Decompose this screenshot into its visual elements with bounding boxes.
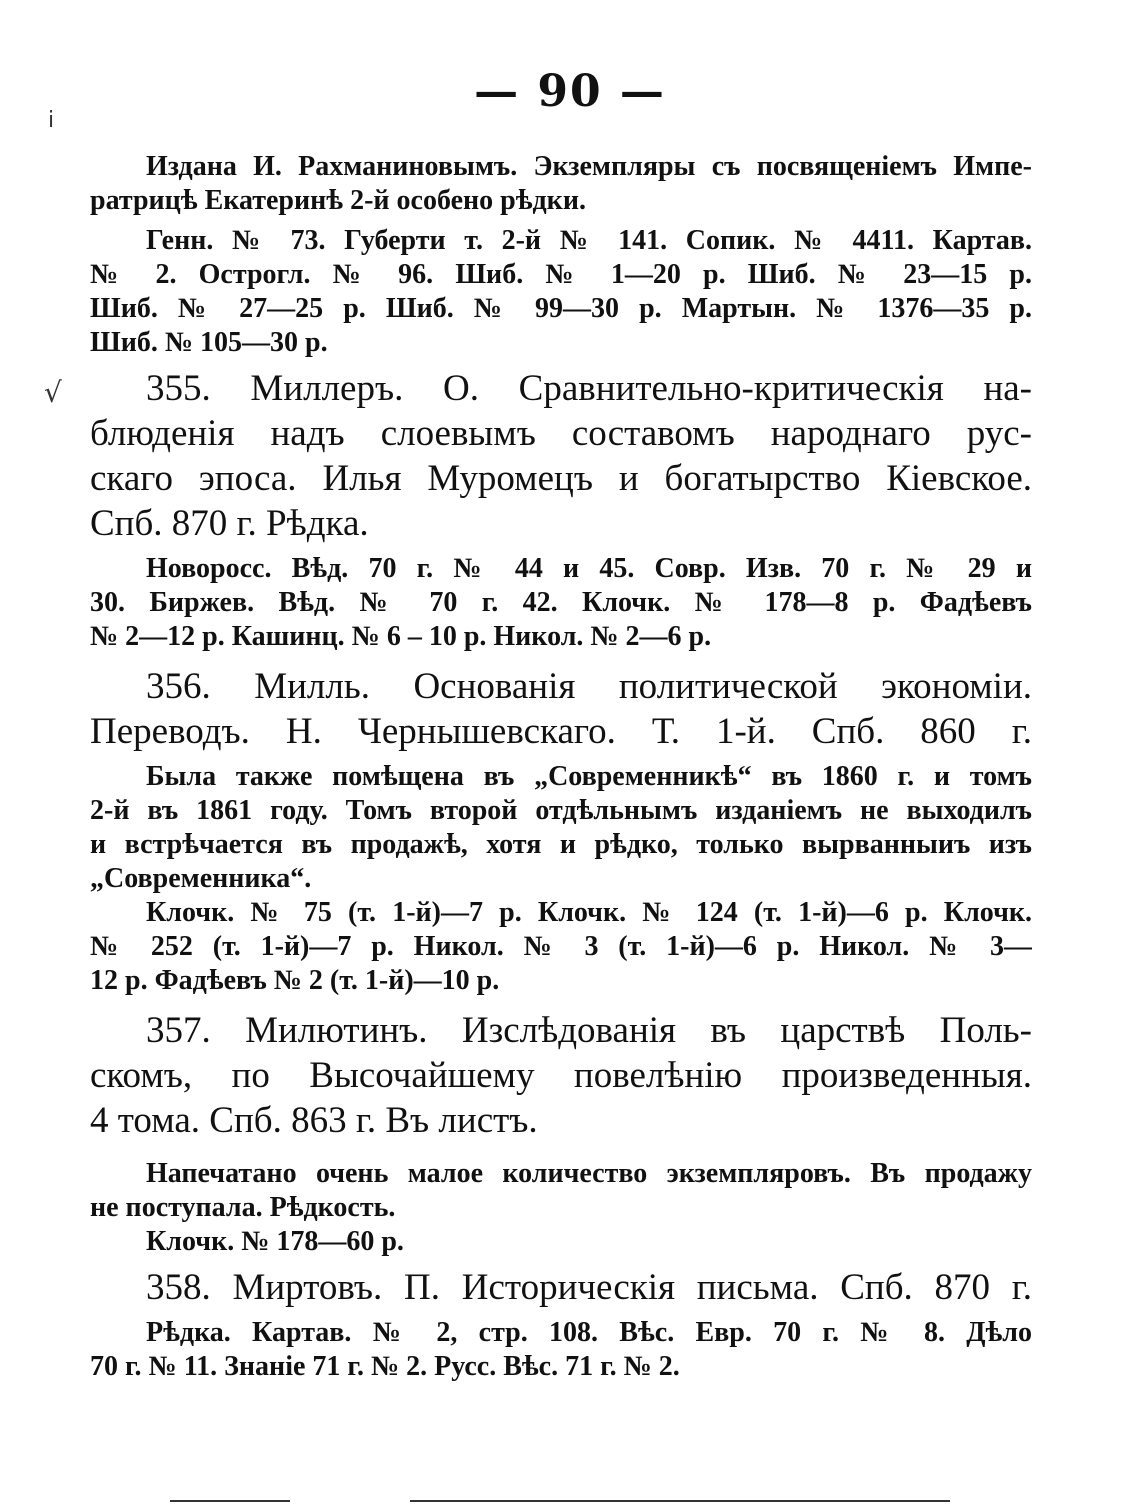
reference-line: № 2—12 р. Кашинц. № 6 – 10 р. Никол. № 2—6 р. [90, 621, 712, 652]
entry-356 [90, 664, 1032, 998]
entry-354-continuation [90, 150, 1032, 360]
entry-357 [90, 1008, 1032, 1259]
margin-mark-tick: ⅰ [48, 108, 55, 133]
note-line: 2-й въ 1861 году. Томъ второй отдѣльнымъ изданіемъ не выходилъ [90, 795, 1032, 826]
reference-line: № 252 (т. 1-й)—7 р. Никол. № 3 (т. 1-й)—6 р. Никол. № 3— [90, 931, 1032, 962]
entry-358 [90, 1265, 1032, 1384]
note-line: не поступала. Рѣдкость. [90, 1192, 396, 1223]
reference-line: Клочк. № 75 (т. 1-й)—7 р. Клочк. № 124 (т. 1-й)—6 р. Клочк. [146, 897, 1032, 928]
page-body [90, 150, 1032, 1384]
reference-line: 70 г. № 11. Знаніе 71 г. № 2. Русс. Вѣс. 71 г. № 2. [90, 1351, 680, 1382]
entry-title-line: Переводъ. Н. Чернышевскаго. Т. 1-й. Спб. 860 г. [90, 711, 1032, 752]
page-number: — 90 — [474, 66, 666, 117]
footer-rule-right [410, 1500, 950, 1502]
reference-line: № 2. Острогл. № 96. Шиб. № 1—20 р. Шиб. № 23—15 р. [90, 259, 1032, 290]
entry-title-line: скомъ, по Высочайшему повелѣнію произведенныя. [90, 1055, 1032, 1096]
entry-title-line: 356. Милль. Основанія политической экономіи. [146, 666, 1032, 707]
reference-line: Генн. № 73. Губерти т. 2-й № 141. Сопик. № 4411. Картав. [146, 225, 1032, 256]
note-line: Издана И. Рахманиновымъ. Экземпляры съ посвященіемъ Импе- [146, 151, 1032, 182]
reference-line: Клочк. № 178—60 р. [146, 1226, 404, 1257]
entry-title-line: скаго эпоса. Илья Муромецъ и богатырство Кіевское. [90, 458, 1032, 499]
reference-line: 30. Биржев. Вѣд. № 70 г. 42. Клочк. № 178—8 р. Фадѣевъ [90, 587, 1032, 618]
reference-line: Рѣдка. Картав. № 2, стр. 108. Вѣс. Евр. 70 г. № 8. Дѣло [146, 1317, 1032, 1348]
entry-title-line: блюденія надъ слоевымъ составомъ народнаго рус- [90, 413, 1032, 454]
footer-rule-left [170, 1500, 290, 1502]
entry-title-line: 358. Миртовъ. П. Историческія письма. Спб. 870 г. [146, 1267, 1032, 1308]
note-line: ратрицѣ Екатеринѣ 2-й особено рѣдки. [90, 185, 586, 216]
reference-line: Шиб. № 27—25 р. Шиб. № 99—30 р. Мартын. № 1376—35 р. [90, 293, 1032, 324]
entry-355 [90, 366, 1032, 654]
entry-title-line: 4 тома. Спб. 863 г. Въ листъ. [90, 1100, 538, 1141]
note-line: и встрѣчается въ продажѣ, хотя и рѣдко, только вырванныиъ изъ [90, 829, 1032, 860]
reference-line: 12 р. Фадѣевъ № 2 (т. 1-й)—10 р. [90, 965, 500, 996]
note-line: „Современника“. [90, 863, 312, 894]
entry-title-line: 357. Милютинъ. Изслѣдованія въ царствѣ Поль- [146, 1010, 1032, 1051]
entry-title-line: 355. Миллеръ. О. Сравнительно-критическія на- [146, 368, 1032, 409]
margin-check-mark: √ [44, 376, 62, 409]
reference-line: Шиб. № 105—30 р. [90, 327, 328, 358]
note-line: Напечатано очень малое количество экземпляровъ. Въ продажу [146, 1158, 1032, 1189]
reference-line: Новоросс. Вѣд. 70 г. № 44 и 45. Совр. Изв. 70 г. № 29 и [146, 553, 1032, 584]
note-line: Была также помѣщена въ „Современникѣ“ въ 1860 г. и томъ [146, 761, 1032, 792]
entry-title-line: Спб. 870 г. Рѣдка. [90, 503, 369, 544]
